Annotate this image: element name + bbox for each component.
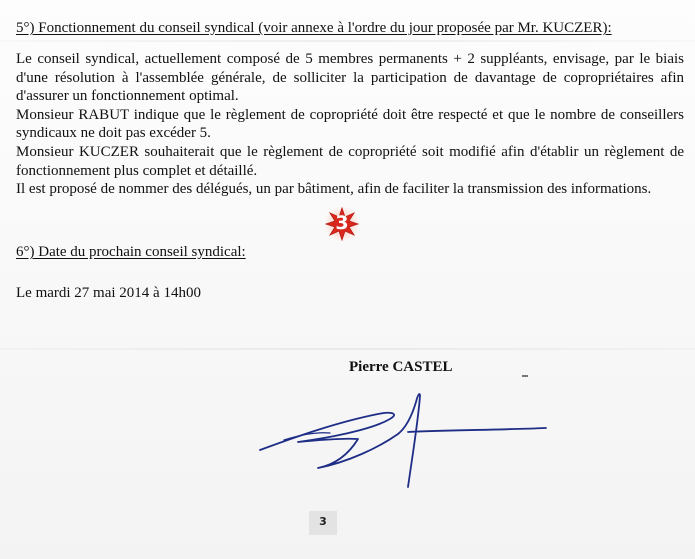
- paragraph-conseil: Le conseil syndical, actuellement composé de 5 membres permanents + 2 suppléants, envisage, par le biais d'une résolution à l'assemblée générale, de solliciter la participation de davantage de copropriétaires afin d'assurer un fonctionnement optimal.: [16, 51, 684, 105]
- paper-crease: [0, 40, 695, 42]
- next-meeting-date: Le mardi 27 mai 2014 à 14h00: [16, 285, 201, 301]
- paragraph-kuczer: Monsieur KUCZER souhaiterait que le règlement de copropriété soit modifié afin d'établir un règlement de fonctionnement plus complet et détaillé.: [16, 143, 684, 179]
- handwritten-signature: [258, 392, 548, 492]
- ink-speck: [522, 375, 528, 377]
- page-number-box: [309, 511, 337, 535]
- section-5-body: [16, 50, 684, 199]
- paragraph-rabut: Monsieur RABUT indique que le règlement de copropriété doit être respecté et que le nombre de conseillers syndicaux ne doit pas excéder 5.: [16, 106, 684, 142]
- section-6-heading: 6°) Date du prochain conseil syndical:: [16, 244, 246, 260]
- numbered-star-marker: [323, 206, 361, 242]
- signatory-name: Pierre CASTEL: [349, 359, 453, 375]
- section-5-heading: 5°) Fonctionnement du conseil syndical (voir annexe à l'ordre du jour proposée par Mr. KUCZER):: [16, 20, 612, 36]
- paper-crease: [0, 348, 695, 350]
- paragraph-delegues: Il est proposé de nommer des délégués, un par bâtiment, afin de faciliter la transmission des informations.: [16, 181, 652, 198]
- page-number: 3: [319, 515, 327, 528]
- marker-number: 3: [335, 212, 349, 234]
